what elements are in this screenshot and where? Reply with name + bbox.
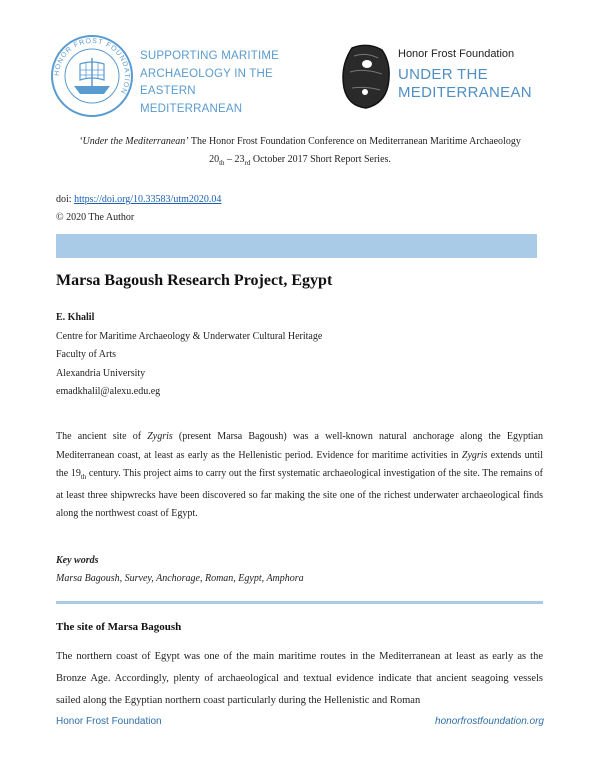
left-logo-line: EASTERN MEDITERRANEAN: [140, 85, 243, 115]
right-logo-org: Honor Frost Foundation: [398, 48, 515, 60]
abstract-italic: Zygris: [147, 431, 173, 442]
section-title: The site of Marsa Bagoush: [56, 621, 182, 633]
left-logo-text: [140, 48, 290, 118]
author-affiliation: Faculty of Arts: [56, 349, 116, 360]
conference-italic-title: ‘Under the Mediterranean’: [79, 136, 189, 147]
author-affiliation: Alexandria University: [56, 367, 146, 379]
author-affiliation: Centre for Maritime Archaeology & Underwater Cultural Heritage: [56, 330, 323, 342]
abstract-text: century. This project aims to carry out the first systematic archaeological investigation of the site. The remains of at least three shipwrecks have been discovered so far making the site one of the richest underwater archaeological finds along the northwest coast of Egypt.: [56, 468, 543, 519]
conference-line-rest: The Honor Frost Foundation Conference on Mediterranean Maritime Archaeology: [188, 136, 521, 147]
right-logo-line: MEDITERRANEAN: [398, 84, 532, 101]
section-body: The northern coast of Egypt was one of the main maritime routes in the Mediterranean at least as early as the Bronze Age. Accordingly, plenty of archaeological and textual evidence indicate that ancient seagoing vessels sailed along the Egyptian northern coast particularly during the Hellenistic and Roman: [56, 651, 543, 706]
keywords-label: Key words: [56, 555, 99, 566]
seal-text: HONOR FROST FOUNDATION: [53, 37, 131, 96]
date-sup1: th: [219, 159, 225, 167]
author-block: [56, 309, 322, 402]
paper-title: Marsa Bagoush Research Project, Egypt: [56, 272, 333, 289]
header-band: [56, 234, 537, 258]
right-logo-line: UNDER THE: [398, 66, 488, 83]
footer-right[interactable]: honorfrostfoundation.org: [435, 716, 544, 727]
date-rest: October 2017 Short Report Series.: [250, 154, 391, 165]
left-logo-line: ARCHAEOLOGY IN THE: [140, 67, 273, 80]
abstract-italic: Zygris: [461, 449, 488, 461]
date-mid: – 23: [224, 154, 245, 165]
author-name: E. Khalil: [56, 312, 95, 323]
date-sup2: rd: [244, 159, 251, 167]
abstract-text: (present Marsa Bagoush) was a well-known natural anchorage along the Egyptian Mediterranean coast, at least as early as the Hellenistic period. Evidence for maritime activities in: [56, 431, 543, 461]
copyright: © 2020 The Author: [56, 212, 135, 223]
conference-dates: [0, 154, 600, 167]
doi-link[interactable]: https://doi.org/10.33583/utm2020.04: [74, 194, 222, 205]
abstract-text: The ancient site of: [56, 431, 148, 442]
author-email: emadkhalil@alexu.edu.eg: [56, 386, 161, 397]
doi-label: doi:: [56, 194, 75, 205]
doi-line: [56, 194, 221, 205]
left-logo-line: SUPPORTING MARITIME: [140, 50, 280, 62]
stone-anchor-icon: [338, 42, 394, 110]
keywords: Marsa Bagoush, Survey, Anchorage, Roman, Egypt, Amphora: [56, 573, 304, 584]
conference-line: [0, 136, 600, 147]
abstract-sub: th: [80, 473, 87, 481]
abstract-text: extends until the 19: [56, 449, 543, 479]
right-logo: [398, 48, 568, 102]
section-divider: [56, 601, 543, 604]
foundation-seal-logo: [50, 34, 134, 118]
abstract: [56, 428, 543, 524]
footer-left: Honor Frost Foundation: [56, 716, 162, 727]
date-day1: 20: [209, 154, 220, 165]
